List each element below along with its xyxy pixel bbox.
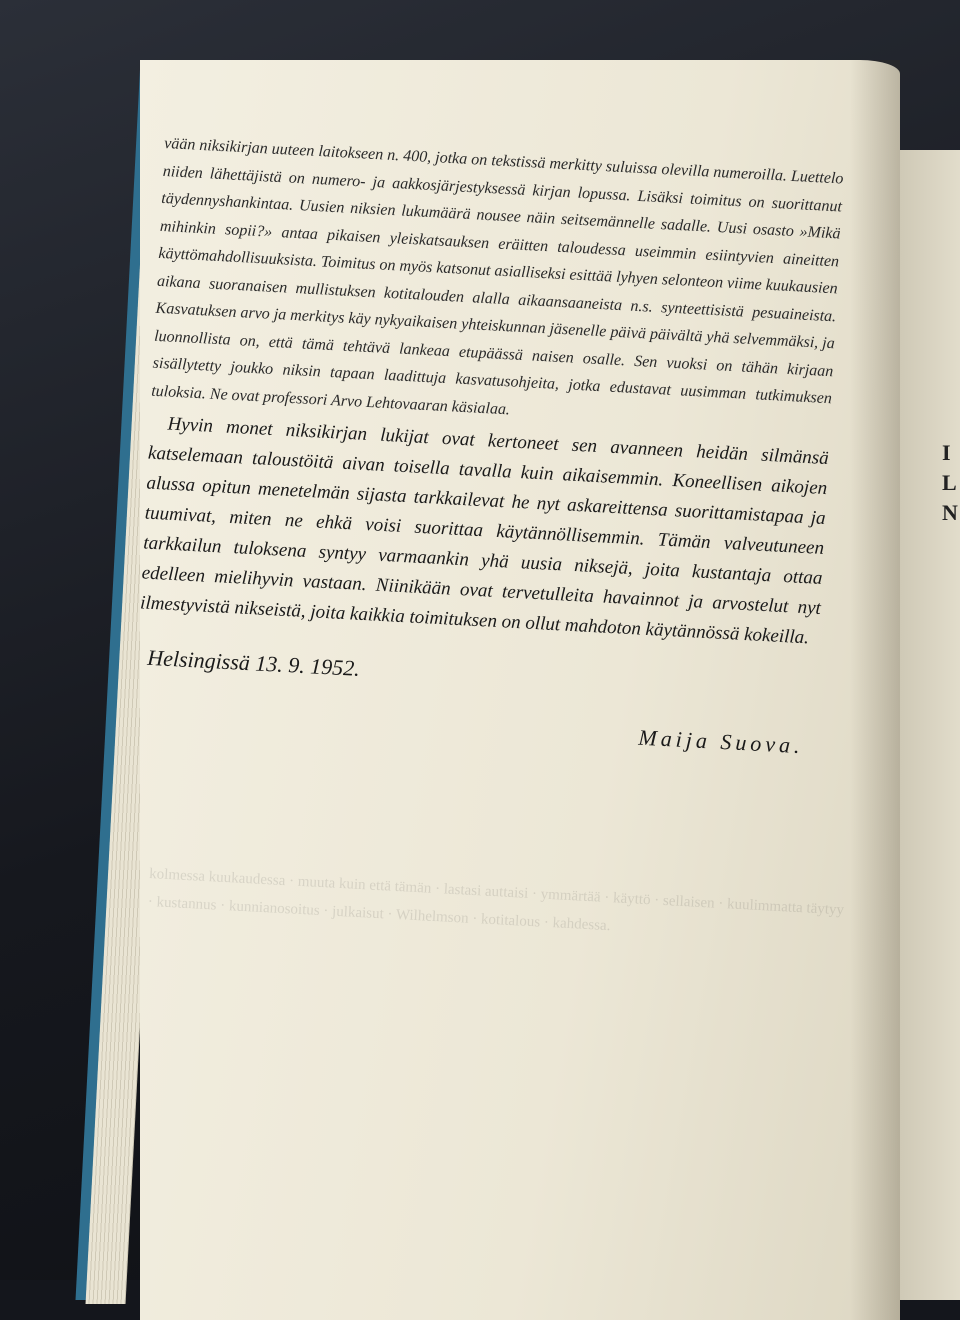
facing-page-glyph: L bbox=[942, 470, 957, 495]
show-through-text: kolmessa kuukaudessa · muuta kuin että tämän · lastasi auttaisi · ymmärtää · käyttö · sellaisen · kuulimmatta täytyy · kustannus · kunnianosoitus · julkaisut · Wilhelmson · kotitalous · kahdessa. bbox=[147, 865, 845, 935]
signature: Maija Suova. bbox=[637, 724, 805, 759]
paragraph-1: vään niksikirjan uuteen laitokseen n. 400, jotka on tekstissä merkitty suluissa olevilla numeroilla. Luettelo niiden lähettäjistä on numero- ja aakkosjärjestyksessä kirjan lopussa. Lisäksi toimitus on suorittanut täydennyshankintaa. Uusien niksien lukumäärä nousee näin seitsemännelle sadalle. Uusi osasto »Mikä mihinkin sopii?» antaa pikaisen yleiskatsauksen eräitten taloudessa useimmin esiintyvien aineitten käyttömahdollisuuksista. Toimitus on myös katsonut asialliseksi esittää lyhyen selonteon viime kuukausien aikana suoranaisen mullistuksen kotitalouden alalla aikaansaaneista n.s. synteettisistä pesuaineista. Kasvatuksen arvo ja merkitys käy nykyaikaisen yhteiskunnan jäsenelle päivä päivältä yhä selvemmäksi, ja luonnollista on, että tämä tehtävä lankeaa etupäässä naisen osalle. Sen vuoksi on tähän kirjaan sisällytetty joukko niksin tapaan laadittuja kasvatusohjeita, jotka edustavat uusimman tutkimuksen tuloksia. Ne ovat professori Arvo Lehtovaaran käsialaa. bbox=[150, 134, 844, 418]
page-text bbox=[134, 130, 844, 760]
paragraph-2: Hyvin monet niksikirjan lukijat ovat kertoneet sen avanneen heidän silmänsä katselemaan taloustöitä aivan toisella tavalla kuin aikaisemmin. Koneellisen aikojen alussa opitun menetelmän sijasta tarkkailevat he nyt askareittensa suorittamistapaa ja tuumivat, miten ne ehkä voisi suorittaa käytännöllisemmin. Tämän valveutuneen tarkkailun tuloksena syntyy varmaankin yhä uusia niksejä, joita kustantaja ottaa edelleen mielihyvin vastaan. Niinikään ovat tervetulleita havainnot ja arvostelut nyt ilmestyvistä nikseistä, joita kaikkia toimituksen on ollut mahdoton käytännössä kokeilla. bbox=[139, 413, 830, 649]
facing-page-glyph: I bbox=[942, 440, 951, 465]
facing-page bbox=[900, 150, 960, 1300]
page-gutter-shadow bbox=[850, 60, 900, 1320]
place-date: Helsingissä 13. 9. 1952. bbox=[146, 644, 361, 681]
facing-page-glyph: N bbox=[942, 500, 958, 525]
